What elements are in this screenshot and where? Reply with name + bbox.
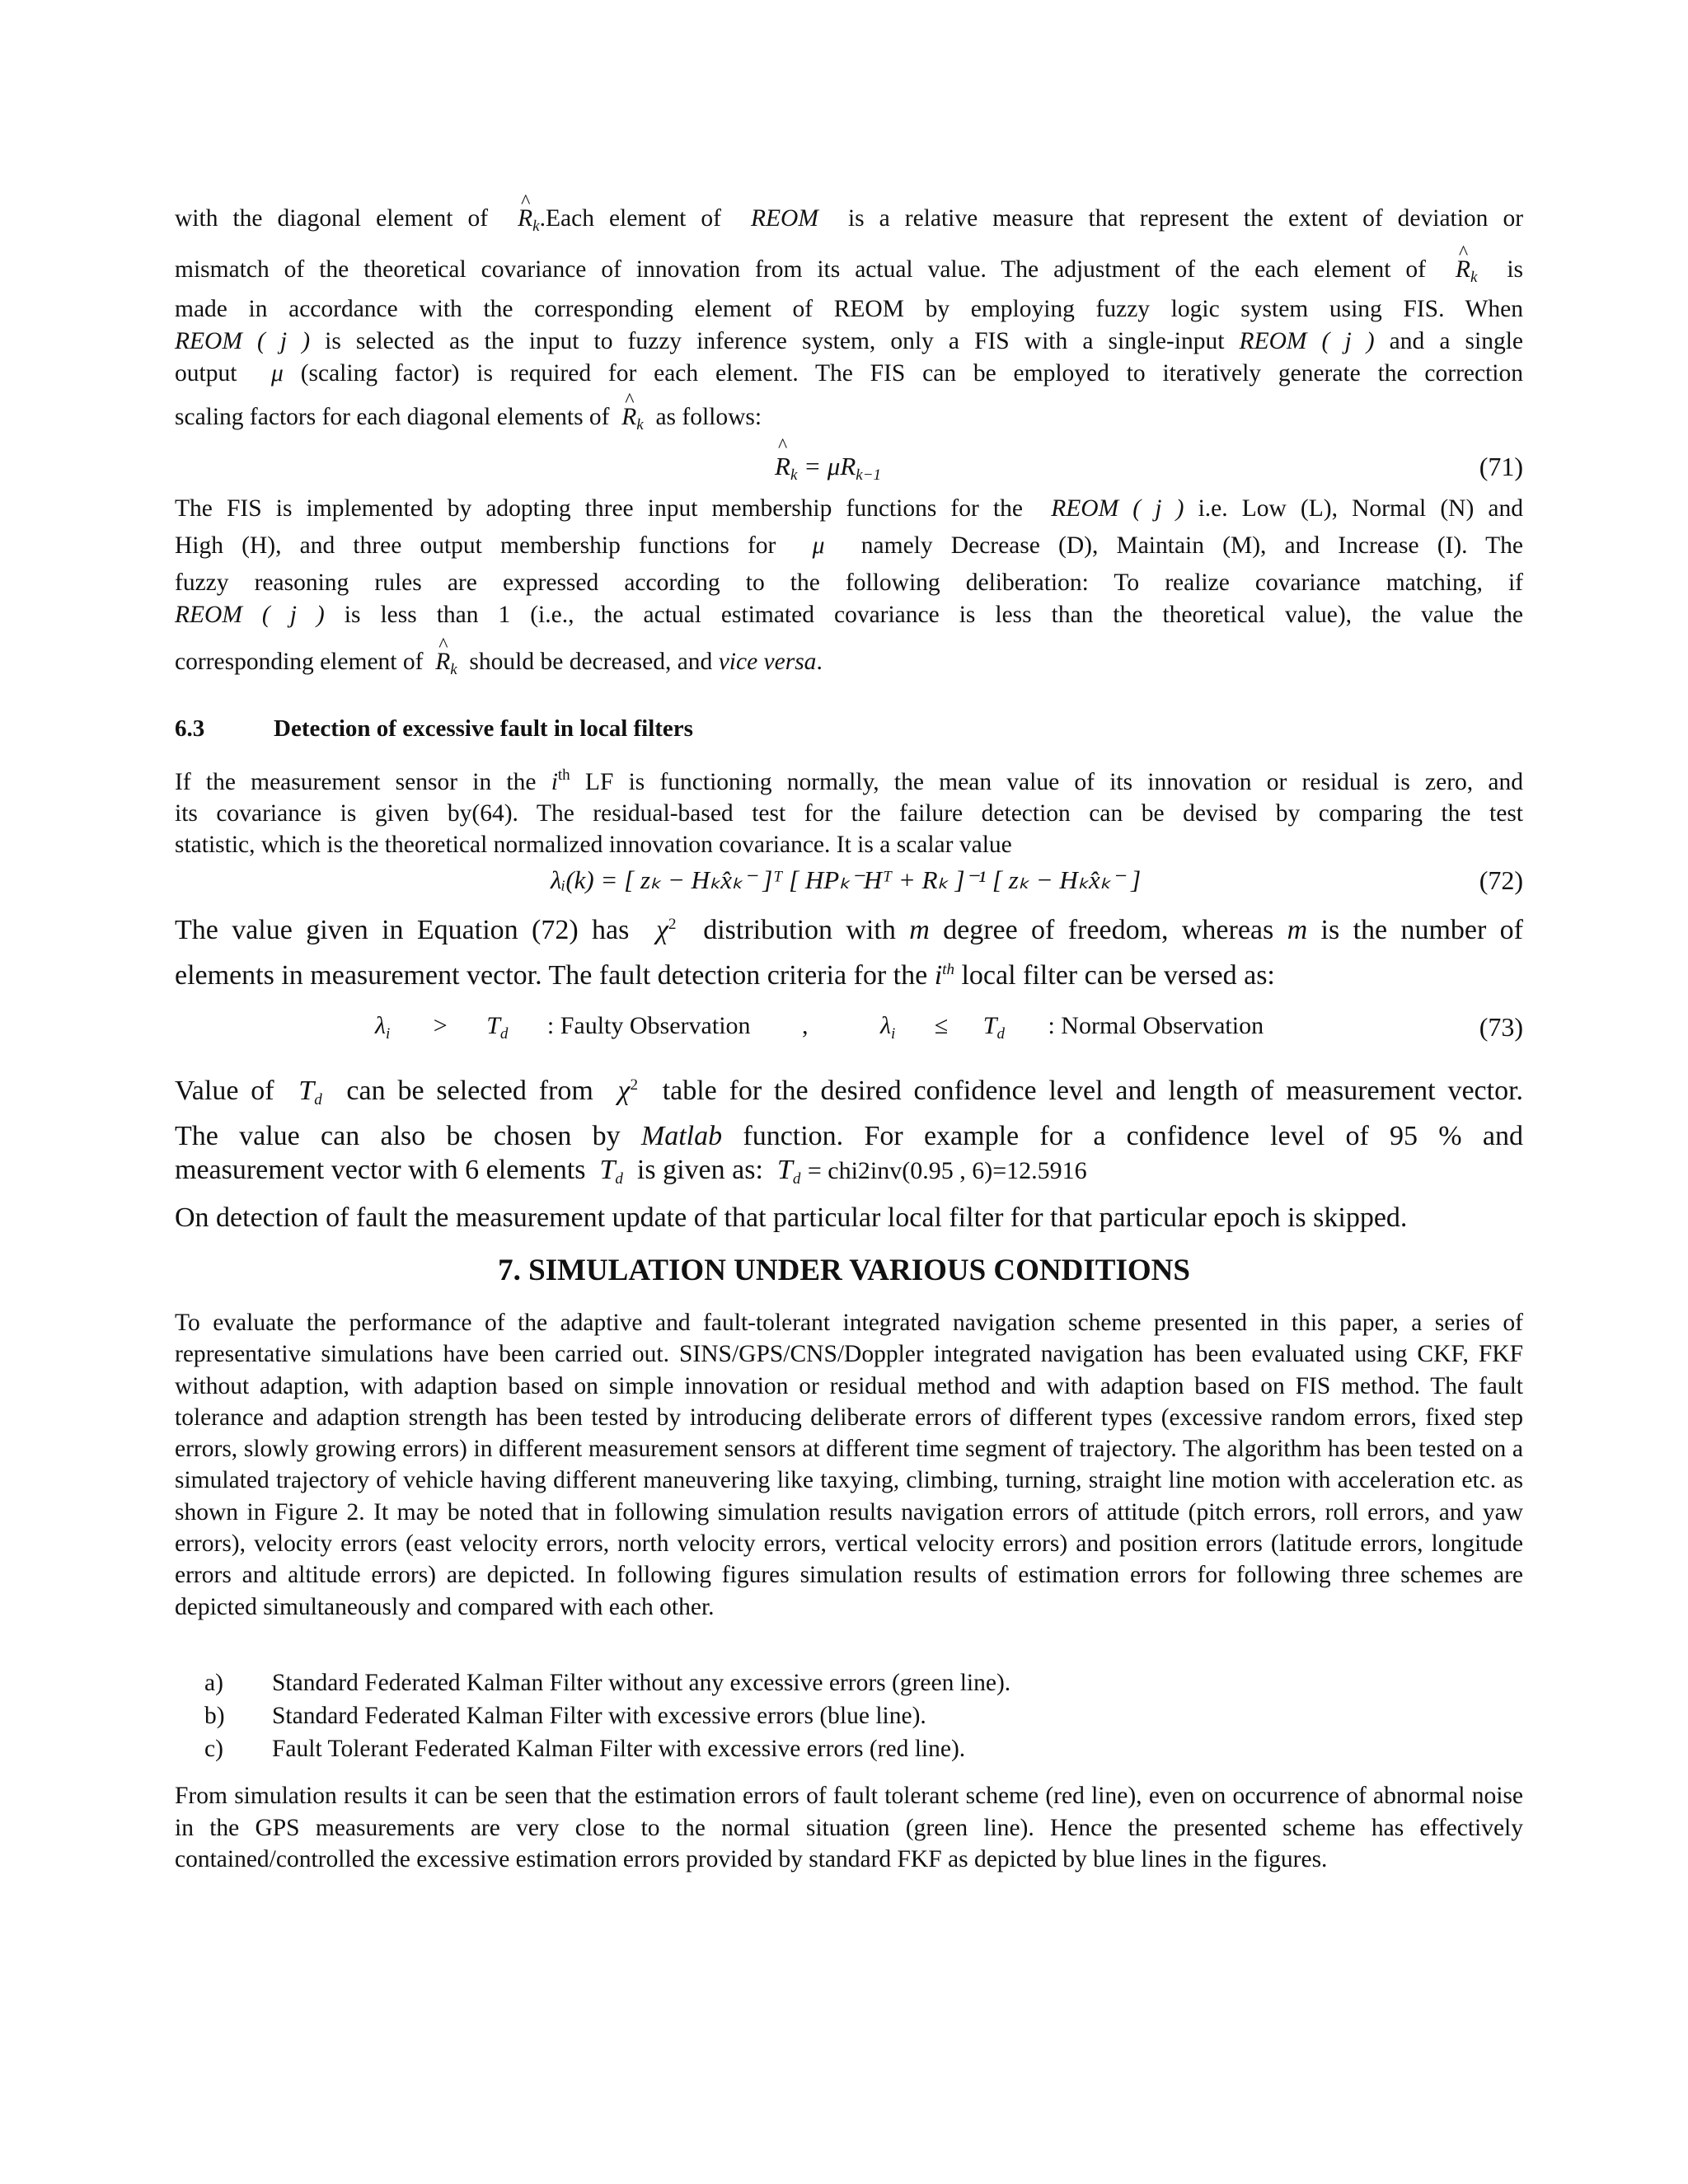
paragraph-results: From simulation results it can be seen that the estimation errors of fault tolerant scheme (red line), even on occurrence of abnormal noise in the GPS measurements are very close to the normal situation (green line). Hence the presented scheme has effectively contained/controlled the excessive estimation errors provided by standard FKF as depicted by blue lines in the figures.: [175, 1783, 1523, 1872]
p1-line-3: made in accordance with the corresponding element of REOM by employing fuzzy logic system using FIS. When: [175, 296, 1523, 322]
p4-line-2: elements in measurement vector. The fault detection criteria for the $i^{th}$ local filter can be versed as:: [175, 960, 1275, 991]
paragraph-threshold: [175, 1066, 1523, 1237]
p4-line-1: The value given in Equation (72) has $\chi^2$ distribution with m degree of freedom, whereas m is the number of: [175, 915, 1523, 945]
p2-line-4: REOM ( j ) is less than 1 (i.e., the actual estimated covariance is less than the theoretical value), the value the: [175, 602, 1523, 628]
p1-line-2: mismatch of the theoretical covariance of innovation from its actual value. The adjustment of the each element of ^ $R_k$ is: [175, 254, 1523, 293]
p1-line-6: scaling factors for each diagonal elements of ^ $R_k$ as follows:: [175, 401, 1523, 441]
equation-72: λᵢ(k) = [ zₖ − Hₖx̂ₖ⁻ ]ᵀ [ HPₖ⁻Hᵀ + Rₖ ]⁻¹ [ zₖ − Hₖx̂ₖ⁻ ]: [551, 865, 1142, 894]
p1-line-1: with the diagonal element of ^ $R_k.Each$ element of REOM is a relative measure that represent the extent of deviation or: [175, 203, 1523, 242]
p3-line-3: statistic, which is the theoretical normalized innovation covariance. It is a scalar value: [175, 832, 1012, 858]
paragraph-simulation: To evaluate the performance of the adaptive and fault-tolerant integrated navigation scheme presented in this paper, a series of representative simulations have been carried out. SINS/GPS/CNS/Doppler integrated navigation has been evaluated using CKF, FKF without adaption, with adaption based on simple innovation or residual method and with adaption based on FIS method. The fault tolerance and adaption strength has been tested by introducing deliberate errors of different types (excessive random errors, fixed step errors, slowly growing errors) in different measurement sensors at different time segment of trajectory. The algorithm has been tested on a simulated trajectory of vehicle having different maneuvering like taxying, climbing, turning, straight line motion with acceleration etc. as shown in Figure 2. It may be noted that in following simulation results navigation errors of attitude (pitch errors, roll errors, and yaw errors), velocity errors (east velocity errors, north velocity errors, vertical velocity errors) and position errors (latitude errors, longitude errors and altitude errors) are depicted. In following figures simulation results of estimation errors for following three schemes are depicted simultaneously and compared with each other.: [175, 1310, 1523, 1620]
paragraph-adaptive-r: [175, 203, 1523, 441]
p3-line-1: If the measurement sensor in the $i^{th}$ LF is functioning normally, the mean value of its innovation or residual is zero, and: [175, 766, 1523, 795]
equation-73: $\lambda_i > T_d$ : Faulty Observation , $\lambda_i \le T_d$ : Normal Observation: [375, 1012, 1264, 1043]
paragraph-fault-detection: [175, 760, 1523, 860]
p5-line-3: measurement vector with 6 elements $T_d$ is given as: $T_d = chi2inv(0.95$ , 6)=12.5916: [175, 1155, 1087, 1188]
paragraph-chi-square: [175, 905, 1523, 996]
p3-line-2: its covariance is given by(64). The residual-based test for the failure detection can be devised by comparing the test: [175, 800, 1523, 827]
section-heading-7: 7. SIMULATION UNDER VARIOUS CONDITIONS: [498, 1254, 1190, 1287]
p5-line-4: On detection of fault the measurement update of that particular local filter for that particular epoch is skipped.: [175, 1202, 1408, 1233]
equation-71: ^ $R_k = \mu R_{k-1}$: [775, 452, 881, 485]
p2-line-3: fuzzy reasoning rules are expressed according to the following deliberation: To realize covariance matching, if: [175, 569, 1523, 596]
list-item: c) Fault Tolerant Federated Kalman Filter with excessive errors (red line).: [204, 1736, 966, 1762]
section-heading-6-3: 6.3 Detection of excessive fault in local filters: [175, 715, 693, 742]
list-item: a) Standard Federated Kalman Filter without any excessive errors (green line).: [204, 1670, 1011, 1696]
equation-71-number: (71): [1479, 452, 1523, 481]
p5-line-2: The value can also be chosen by Matlab function. For example for a confidence level of 95 % and: [175, 1121, 1523, 1151]
p5-line-1: Value of $T_d$ can be selected from $\chi^2$ table for the desired confidence level and length of measurement vector.: [175, 1076, 1524, 1108]
equation-73-number: (73): [1479, 1012, 1523, 1042]
list-item: b) Standard Federated Kalman Filter with excessive errors (blue line).: [204, 1703, 926, 1729]
p2-line-1: The FIS is implemented by adopting three input membership functions for the REOM ( j ) i.e. Low (L), Normal (N) and: [175, 495, 1524, 522]
paragraph-fis-rules: [175, 493, 1523, 686]
p1-line-4: REOM ( j ) is selected as the input to fuzzy inference system, only a FIS with a single-input REOM ( j ) and a single: [175, 328, 1524, 354]
p2-line-2: High (H), and three output membership functions for μ namely Decrease (D), Maintain (M), and Increase (I). The: [175, 532, 1524, 559]
p1-line-5: output μ (scaling factor) is required for each element. The FIS can be employed to iteratively generate the correction: [175, 360, 1524, 387]
equation-72-number: (72): [1479, 865, 1523, 895]
p2-line-5: corresponding element of ^ $R_k$ should be decreased, and vice versa.: [175, 646, 1523, 686]
scheme-list: [204, 1666, 1523, 1765]
